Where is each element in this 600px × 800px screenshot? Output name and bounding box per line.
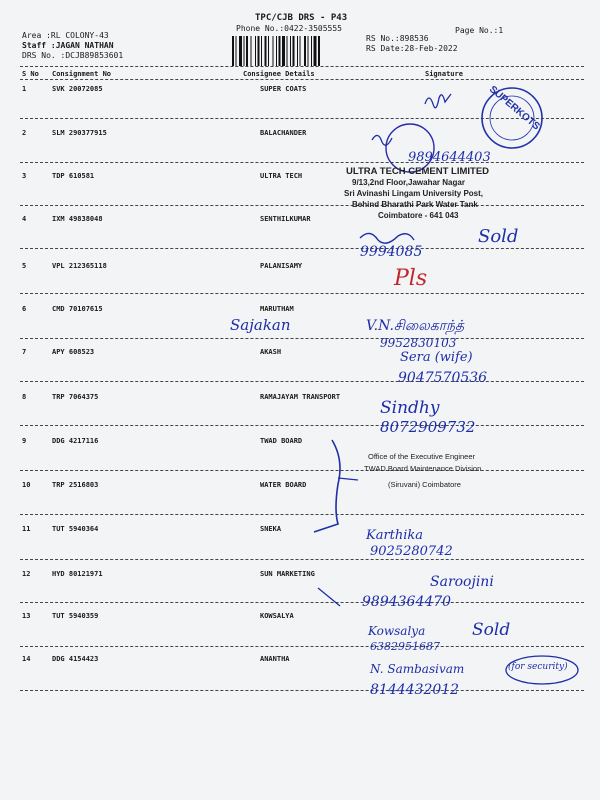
ultratech-stamp-line3: Behind Bharathi Park Water Tank [352,200,478,209]
twad-stamp-line1: Office of the Executive Engineer [368,452,476,461]
column-signature: Signature [425,70,463,78]
row8-handwritten-name: Sindhy [380,398,440,418]
row-consignment-no: DDG 4217116 [52,437,99,445]
sheet-title: TPC/CJB DRS - P43 [255,13,348,23]
row-consignee: RAMAJAYAM TRANSPORT [260,393,341,401]
row-consignment-no: TRP 7064375 [52,393,99,401]
row4-handwritten-phone: 9994085 [360,244,423,260]
row-consignment-no: TUT 5940359 [52,612,99,620]
row-consignee: BALACHANDER [260,129,307,137]
row-sno: 4 [22,215,27,223]
row14-handwritten-note: (for security) [508,662,568,672]
ultratech-stamp-line4: Coimbatore - 641 043 [378,211,459,220]
row-sno: 5 [22,262,27,270]
row-consignment-no: SVK 20072085 [52,85,103,93]
row13-handwritten-phone: 6382951687 [370,640,440,653]
twad-stamp-line2: TWAD Board Maintenance Division [364,464,482,473]
row13-handwritten-name: Kowsalya [368,624,426,638]
staff-label: Staff :JAGAN NATHAN [22,41,114,50]
row-consignee: MARUTHAM [260,305,294,313]
row-sno: 3 [22,172,27,180]
ultratech-stamp-name: ULTRA TECH CEMENT LIMITED [346,166,490,177]
row-consignment-no: CMD 70107615 [52,305,103,313]
row-sno: 6 [22,305,27,313]
phone-number: Phone No.:0422-3505555 [236,24,342,33]
twad-stamp-line3: (Siruvani) Coimbatore [388,480,461,489]
page-number: Page No.:1 [455,26,504,35]
row-consignee: SENTHILKUMAR [260,215,311,223]
row8-handwritten-phone: 8072909732 [380,418,476,436]
ultratech-stamp-line1: 9/13,2nd Floor,Jawahar Nagar [352,178,465,187]
rs-date: RS Date:28-Feb-2022 [366,44,458,53]
column-consignment: Consignment No [52,70,112,78]
row-consignment-no: TDP 610581 [52,172,95,180]
row-consignee: PALANISAMY [260,262,303,270]
superkots-stamp-text: SUPERKOTS [486,84,542,133]
row12-handwritten-phone: 9894364470 [362,594,452,610]
row-consignee: WATER BOARD [260,481,307,489]
row-consignment-no: DDG 4154423 [52,655,99,663]
row-consignment-no: APY 608523 [52,348,95,356]
ultratech-stamp-line2: Sri Avinashi Lingam University Post, [344,189,483,198]
row5-handwritten-sign: Pls [394,266,428,291]
row-consignee: SUPER COATS [260,85,307,93]
area-label: Area :RL COLONY-43 [22,31,109,40]
row-consignee: SNEKA [260,525,282,533]
column-sno: S No [22,70,39,78]
row-consignee: KOWSALYA [260,612,294,620]
row-sno: 12 [22,570,31,578]
row-sno: 10 [22,481,31,489]
row-sno: 9 [22,437,27,445]
column-consignee: Consignee Details [243,70,315,78]
row7-handwritten-phone1: 9952830103 [380,336,457,350]
row6-handwritten-tamil: V.N.சிலைகாந்த் [366,318,465,334]
row2-handwritten-phone: 9894644403 [408,150,491,165]
row4-handwritten-sign: Sold [478,226,519,247]
row-consignment-no: SLM 290377915 [52,129,107,137]
row-sno: 8 [22,393,27,401]
row7-handwritten-phone2: 9047570536 [398,370,488,386]
row-sno: 2 [22,129,27,137]
rs-number: RS No.:898536 [366,34,429,43]
row12-handwritten-name: Saroojini [430,574,494,590]
row-sno: 7 [22,348,27,356]
row13-handwritten-sign: Sold [472,620,511,640]
row11-handwritten-phone: 9025280742 [370,544,453,559]
row-consignee: AKASH [260,348,282,356]
row-consignee: ANANTHA [260,655,290,663]
row-consignment-no: TRP 2516803 [52,481,99,489]
row-consignment-no: HYD 80121971 [52,570,103,578]
row-consignment-no: TUT 5940364 [52,525,99,533]
row11-handwritten-name: Karthika [366,528,424,543]
row-sno: 11 [22,525,31,533]
row7-handwritten-name: Sera (wife) [400,350,473,365]
row-consignee: ULTRA TECH [260,172,303,180]
drs-number: DRS No. :DCJB89853601 [22,51,124,60]
row-sno: 1 [22,85,27,93]
row-consignee: SUN MARKETING [260,570,315,578]
row-consignee: TWAD BOARD [260,437,303,445]
row-sno: 14 [22,655,31,663]
row-consignment-no: IXM 49838048 [52,215,103,223]
row14-handwritten-name: N. Sambasivam [370,662,465,676]
row6-handwritten-name: Sajakan [230,316,291,334]
row14-handwritten-phone: 8144432012 [370,682,460,698]
row-consignment-no: VPL 212365118 [52,262,107,270]
row-sno: 13 [22,612,31,620]
